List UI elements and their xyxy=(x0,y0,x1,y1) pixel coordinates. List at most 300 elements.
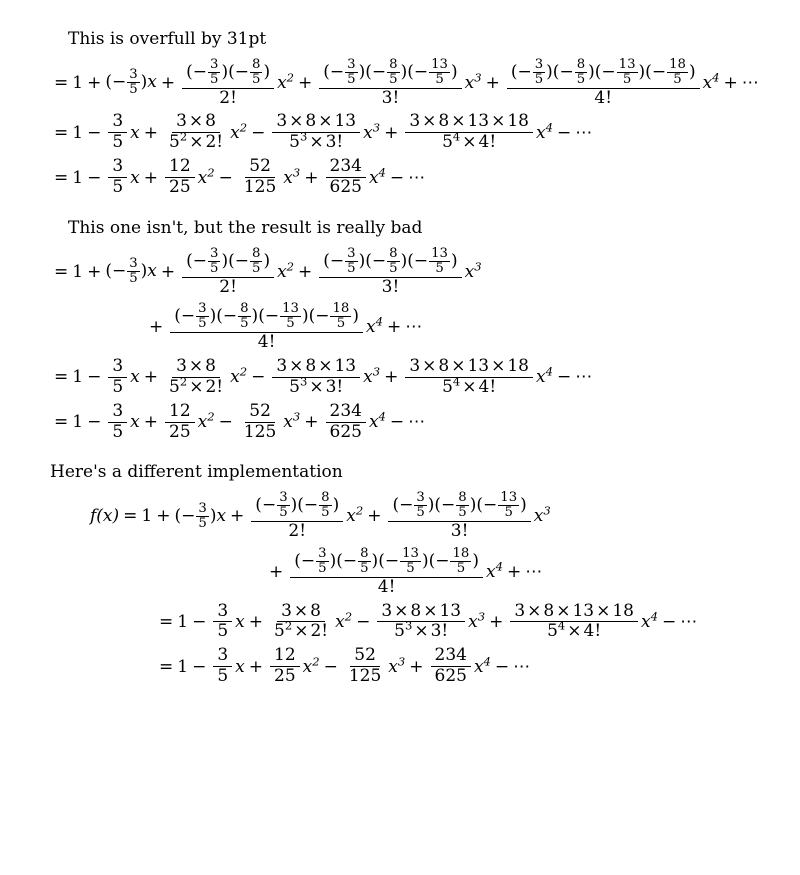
times-sign: × xyxy=(462,376,477,397)
right-paren: ) xyxy=(352,306,359,327)
fraction-3-5: $\frac{3}{5}$ xyxy=(213,603,232,642)
fraction-3-5: $\frac{3}{5}$ xyxy=(279,490,288,521)
right-paren: ) xyxy=(588,61,595,82)
minus-sign: − xyxy=(441,495,456,516)
fraction-term-3 xyxy=(319,247,461,297)
plus-sign: + xyxy=(248,611,263,632)
right-paren: ) xyxy=(263,250,271,271)
plus-sign: + xyxy=(723,72,738,93)
fraction-18-5: $\frac{18}{5}$ xyxy=(452,545,470,576)
left-paren: ( xyxy=(174,505,182,526)
fraction-8-5: $\frac{8}{5}$ xyxy=(389,245,398,276)
fraction-3-5: $\frac{3}{5}$ xyxy=(108,358,127,397)
left-paren: ( xyxy=(308,306,316,327)
plus-sign: + xyxy=(489,611,504,632)
equals-sign: = xyxy=(54,122,69,143)
variable-x-squared: $x^2$ xyxy=(346,503,364,527)
ellipsis: ⋯ xyxy=(405,317,424,338)
fraction-13-5: $\frac{13}{5}$ xyxy=(500,490,518,521)
left-paren: ( xyxy=(434,495,442,516)
fraction-term-2: $\frac{3 \times 8}{5^2 \times 2!}$ xyxy=(274,600,329,642)
right-paren: ) xyxy=(332,495,340,516)
number-one: 1 xyxy=(72,412,84,433)
number-one: 1 xyxy=(177,611,189,632)
minus-sign: − xyxy=(180,306,196,327)
variable-x-fourth: $x^4$ xyxy=(641,609,658,632)
minus-sign: − xyxy=(601,61,616,82)
fraction-3-5: $\frac{3}{5}$ xyxy=(129,256,138,286)
fraction-3-5: $\frac{3}{5}$ xyxy=(198,500,207,531)
variable-x-cubed: $x^3$ xyxy=(363,364,381,388)
variable-x-fourth: $x^4$ xyxy=(368,409,386,433)
variable-x-cubed: $x^3$ xyxy=(464,69,482,93)
minus-sign: − xyxy=(192,250,208,271)
fraction-term-4: $\frac{3 \times 8 \times 13 \times 18}{5^4 \times 4!}$ xyxy=(405,113,533,152)
plus-sign: + xyxy=(87,72,102,93)
left-paren: ( xyxy=(228,61,235,82)
minus-sign: − xyxy=(435,550,450,571)
fraction-18-5: $\frac{18}{5}$ xyxy=(332,301,350,332)
number-one: 1 xyxy=(177,656,189,677)
variable-x-cubed: $x^3$ xyxy=(283,409,301,433)
right-paren: ) xyxy=(358,250,366,271)
minus-sign: − xyxy=(517,61,532,82)
times-sign: × xyxy=(596,600,611,621)
variable-x-cubed: $x^3$ xyxy=(283,164,301,188)
fraction-3-5: $\frac{3}{5}$ xyxy=(108,403,127,442)
left-paren: ( xyxy=(407,61,414,82)
variable-x: x xyxy=(130,367,140,388)
variable-x-fourth: $x^4$ xyxy=(473,653,491,677)
right-paren: ) xyxy=(301,306,309,327)
fraction-13-5: $\frac{13}{5}$ xyxy=(282,301,299,332)
left-paren: ( xyxy=(216,306,223,327)
minus-sign: − xyxy=(556,367,572,388)
variable-x-fourth: $x^4$ xyxy=(368,164,386,188)
factorial-4: 4! xyxy=(377,576,396,597)
variable-x: x xyxy=(130,412,140,433)
number-one: 1 xyxy=(72,72,84,93)
minus-sign: − xyxy=(323,656,338,677)
variable-x: x xyxy=(130,122,140,143)
fraction-term-4: $\frac{3 \times 8 \times 13 \times 18}{5^4 \times 4!}$ xyxy=(405,358,533,397)
equation-line-1a xyxy=(50,58,780,108)
fraction-term-3 xyxy=(388,491,530,541)
fraction-12-25: $\frac{12}{25}$ xyxy=(270,647,300,686)
variable-x-squared: $x^2$ xyxy=(277,69,295,93)
fraction-3-5: $\frac{3}{5}$ xyxy=(210,56,219,87)
plus-sign: + xyxy=(87,261,102,282)
equals-sign: = xyxy=(54,367,69,388)
left-paren: ( xyxy=(510,61,518,82)
plus-sign: + xyxy=(149,317,164,338)
fraction-13-5: $\frac{13}{5}$ xyxy=(431,56,448,87)
fraction-52-125: $\frac{52}{125}$ xyxy=(348,645,382,687)
minus-sign: − xyxy=(315,306,330,327)
minus-sign: − xyxy=(329,61,345,82)
left-paren: ( xyxy=(186,250,193,271)
equation-line-3a xyxy=(50,491,780,541)
paren-group xyxy=(105,257,157,286)
equals-sign: = xyxy=(123,506,138,527)
times-sign: × xyxy=(189,132,204,153)
equation-line-3d xyxy=(50,647,780,686)
equals-sign: = xyxy=(54,72,69,93)
times-sign: × xyxy=(289,111,304,132)
minus-sign: − xyxy=(222,306,238,327)
fraction-8-5: $\frac{8}{5}$ xyxy=(576,56,586,87)
times-sign: × xyxy=(318,356,333,377)
number-one: 1 xyxy=(141,506,153,527)
plus-sign: + xyxy=(269,561,284,582)
fraction-12-25: $\frac{12}{25}$ xyxy=(165,403,195,442)
right-paren: ) xyxy=(358,61,366,82)
left-paren: ( xyxy=(105,72,112,93)
right-paren: ) xyxy=(221,61,229,82)
left-paren: ( xyxy=(294,550,301,571)
times-sign: × xyxy=(289,356,304,377)
equation-line-1b xyxy=(50,113,780,152)
fraction-3-5: $\frac{3}{5}$ xyxy=(318,545,327,576)
variable-x-fourth: $x^4$ xyxy=(702,69,720,93)
left-paren: ( xyxy=(323,250,330,271)
plus-sign: + xyxy=(506,561,522,582)
plus-sign: + xyxy=(384,367,399,388)
number-one: 1 xyxy=(72,367,84,388)
minus-sign: − xyxy=(556,122,572,143)
left-paren: ( xyxy=(297,495,304,516)
number-one: 1 xyxy=(72,122,84,143)
ellipsis: ⋯ xyxy=(525,561,544,582)
times-sign: × xyxy=(188,356,204,377)
fraction-234-625: $\frac{234}{625}$ xyxy=(431,647,471,686)
times-sign: × xyxy=(309,132,324,153)
variable-x-fourth: $x^4$ xyxy=(536,120,553,143)
fraction-8-5: $\frac{8}{5}$ xyxy=(240,301,249,332)
fraction-term-3 xyxy=(319,58,461,108)
minus-sign: − xyxy=(218,167,233,188)
variable-x: x xyxy=(235,656,245,677)
right-paren: ) xyxy=(450,61,458,82)
fraction-term-4: $\frac{3 \times 8 \times 13 \times 18}{5^4 \times 4!}$ xyxy=(510,603,638,642)
fraction-13-5: $\frac{13}{5}$ xyxy=(618,56,636,87)
minus-sign: − xyxy=(371,61,387,82)
fraction-8-5: $\frac{8}{5}$ xyxy=(360,545,369,576)
right-paren: ) xyxy=(251,306,259,327)
times-sign: × xyxy=(491,111,506,132)
ellipsis: ⋯ xyxy=(741,72,760,93)
minus-sign: − xyxy=(356,611,371,632)
fraction-3-5: $\frac{3}{5}$ xyxy=(347,245,356,276)
minus-sign: − xyxy=(251,122,266,143)
left-paren: ( xyxy=(228,250,235,271)
variable-x-fourth: $x^4$ xyxy=(486,559,503,582)
variable-x-squared: $x^2$ xyxy=(230,120,248,143)
fraction-3-5: $\frac{3}{5}$ xyxy=(210,245,219,276)
paragraph-overfull: This is overfull by 31pt xyxy=(68,29,267,49)
times-sign: × xyxy=(318,111,333,132)
equation-line-3b xyxy=(50,547,780,597)
minus-sign: − xyxy=(389,412,405,433)
right-paren: ) xyxy=(520,495,527,516)
plus-sign: + xyxy=(160,261,176,282)
minus-sign: − xyxy=(218,412,233,433)
equation-line-2a xyxy=(50,247,780,297)
fraction-term-2: $\frac{3 \times 8}{5^2 \times 2!}$ xyxy=(169,356,224,397)
minus-sign: − xyxy=(559,61,574,82)
left-paren: ( xyxy=(552,61,560,82)
variable-x: x xyxy=(147,261,157,281)
plus-sign: + xyxy=(367,506,382,527)
plus-sign: + xyxy=(143,412,158,433)
factorial-2: 2! xyxy=(288,521,307,542)
minus-sign: − xyxy=(87,367,102,388)
times-sign: × xyxy=(451,111,466,132)
ellipsis: ⋯ xyxy=(513,656,532,677)
variable-x-cubed: $x^3$ xyxy=(533,503,551,527)
paren-group xyxy=(105,68,157,97)
variable-x-cubed: $x^3$ xyxy=(464,258,482,282)
times-sign: × xyxy=(556,600,571,621)
minus-sign: − xyxy=(181,505,196,526)
equals-sign: = xyxy=(54,261,69,282)
equals-sign: = xyxy=(54,412,69,433)
times-sign: × xyxy=(189,376,204,397)
minus-sign: − xyxy=(651,61,667,82)
plus-sign: + xyxy=(304,412,319,433)
left-paren: ( xyxy=(323,61,330,82)
ellipsis: ⋯ xyxy=(408,167,427,188)
fraction-term-4 xyxy=(170,302,363,352)
plus-sign: + xyxy=(143,167,158,188)
fraction-8-5: $\frac{8}{5}$ xyxy=(321,490,330,521)
left-paren: ( xyxy=(428,550,436,571)
minus-sign: − xyxy=(87,412,102,433)
variable-x: x xyxy=(216,505,227,526)
fraction-3-5: $\frac{3}{5}$ xyxy=(108,158,127,197)
times-sign: × xyxy=(188,111,204,132)
variable-x-squared: $x^2$ xyxy=(197,409,215,433)
fraction-term-2 xyxy=(182,247,274,297)
times-sign: × xyxy=(414,621,429,642)
minus-sign: − xyxy=(399,495,414,516)
variable-x-squared: $x^2$ xyxy=(335,609,353,632)
fraction-3-5: $\frac{3}{5}$ xyxy=(416,490,425,521)
equals-sign: = xyxy=(159,611,174,632)
left-paren: ( xyxy=(365,250,372,271)
factorial-3: 3! xyxy=(450,521,469,542)
plus-sign: + xyxy=(156,506,171,527)
minus-sign: − xyxy=(413,250,429,271)
factorial-3: 3! xyxy=(381,87,400,108)
fraction-52-125: $\frac{52}{125}$ xyxy=(243,156,277,198)
left-paren: ( xyxy=(645,61,652,82)
minus-sign: − xyxy=(111,72,127,93)
right-paren: ) xyxy=(209,505,217,526)
variable-x-squared: $x^2$ xyxy=(277,258,295,282)
fraction-term-3: $\frac{3 \times 8 \times 13}{5^3 \times 3!}$ xyxy=(377,603,465,642)
variable-x-cubed: $x^3$ xyxy=(388,653,406,677)
paren-group xyxy=(174,502,226,531)
ellipsis: ⋯ xyxy=(680,611,699,632)
plus-sign: + xyxy=(384,122,399,143)
minus-sign: − xyxy=(300,550,316,571)
fraction-term-4 xyxy=(507,58,700,108)
equation-line-2b xyxy=(50,302,780,352)
right-paren: ) xyxy=(546,61,553,82)
times-sign: × xyxy=(423,600,438,621)
left-paren: ( xyxy=(186,61,193,82)
variable-x-squared: $x^2$ xyxy=(197,164,215,188)
fraction-8-5: $\frac{8}{5}$ xyxy=(458,490,467,521)
plus-sign: + xyxy=(143,367,158,388)
plus-sign: + xyxy=(304,167,319,188)
right-paren: ) xyxy=(400,61,408,82)
minus-sign: − xyxy=(483,495,498,516)
number-one: 1 xyxy=(72,167,84,188)
right-paren: ) xyxy=(688,61,696,82)
fraction-term-2 xyxy=(251,491,343,541)
times-sign: × xyxy=(491,356,506,377)
fraction-8-5: $\frac{8}{5}$ xyxy=(252,56,261,87)
fraction-term-4 xyxy=(290,547,483,597)
right-paren: ) xyxy=(450,250,458,271)
fraction-3-5: $\frac{3}{5}$ xyxy=(108,113,127,152)
right-paren: ) xyxy=(421,550,429,571)
left-paren: ( xyxy=(258,306,265,327)
fraction-term-3: $\frac{3 \times 8 \times 13}{5^3 \times 3!}$ xyxy=(272,358,360,397)
left-paren: ( xyxy=(378,550,385,571)
fraction-234-625: $\frac{234}{625}$ xyxy=(326,158,366,197)
plus-sign: + xyxy=(298,261,313,282)
right-paren: ) xyxy=(469,495,477,516)
fraction-8-5: $\frac{8}{5}$ xyxy=(389,56,398,87)
equation-line-2c xyxy=(50,358,780,397)
fraction-3-5: $\frac{3}{5}$ xyxy=(129,67,138,98)
plus-sign: + xyxy=(298,72,313,93)
minus-sign: − xyxy=(329,250,345,271)
equation-line-1c xyxy=(50,158,780,197)
minus-sign: − xyxy=(192,61,208,82)
variable-x-cubed: $x^3$ xyxy=(363,120,381,143)
right-paren: ) xyxy=(140,261,148,281)
variable-x-squared: $x^2$ xyxy=(230,364,248,388)
factorial-2: 2! xyxy=(219,276,237,297)
plus-sign: + xyxy=(248,656,263,677)
minus-sign: − xyxy=(87,167,102,188)
factorial-2: 2! xyxy=(219,87,237,108)
right-paren: ) xyxy=(209,306,217,327)
plus-sign: + xyxy=(409,656,424,677)
right-paren: ) xyxy=(427,495,435,516)
minus-sign: − xyxy=(264,306,280,327)
function-fx: f(x) xyxy=(90,506,120,527)
minus-sign: − xyxy=(661,611,677,632)
ellipsis: ⋯ xyxy=(575,122,594,143)
times-sign: × xyxy=(293,600,309,621)
plus-sign: + xyxy=(143,122,158,143)
minus-sign: − xyxy=(234,250,249,271)
left-paren: ( xyxy=(365,61,372,82)
left-paren: ( xyxy=(407,250,414,271)
fraction-term-3: $\frac{3 \times 8 \times 13}{5^3 \times 3!}$ xyxy=(272,113,360,152)
factorial-4: 4! xyxy=(594,87,613,108)
ellipsis: ⋯ xyxy=(575,367,594,388)
left-paren: ( xyxy=(392,495,400,516)
factorial-3: 3! xyxy=(381,276,400,297)
plus-sign: + xyxy=(485,72,500,93)
ellipsis: ⋯ xyxy=(408,412,427,433)
right-paren: ) xyxy=(290,495,298,516)
equals-sign: = xyxy=(159,656,174,677)
minus-sign: − xyxy=(413,61,429,82)
variable-x: x xyxy=(147,72,157,93)
left-paren: ( xyxy=(476,495,484,516)
variable-x-fourth: $x^4$ xyxy=(536,364,553,388)
left-paren: ( xyxy=(174,306,181,327)
times-sign: × xyxy=(294,621,309,642)
fraction-3-5: $\frac{3}{5}$ xyxy=(534,56,544,87)
left-paren: ( xyxy=(105,261,112,281)
fraction-term-2 xyxy=(182,58,274,108)
fraction-234-625: $\frac{234}{625}$ xyxy=(326,403,366,442)
variable-x-fourth: $x^4$ xyxy=(366,314,383,338)
right-paren: ) xyxy=(263,61,271,82)
left-paren: ( xyxy=(594,61,602,82)
fraction-3-5: $\frac{3}{5}$ xyxy=(213,647,232,686)
fraction-12-25: $\frac{12}{25}$ xyxy=(165,158,195,197)
times-sign: × xyxy=(394,600,409,621)
times-sign: × xyxy=(567,621,582,642)
left-paren: ( xyxy=(336,550,343,571)
factorial-4: 4! xyxy=(257,332,276,353)
right-paren: ) xyxy=(221,250,229,271)
minus-sign: − xyxy=(389,167,405,188)
times-sign: × xyxy=(309,376,324,397)
equation-line-3c xyxy=(50,600,780,642)
right-paren: ) xyxy=(472,550,479,571)
minus-sign: − xyxy=(261,495,277,516)
times-sign: × xyxy=(422,111,437,132)
variable-x-cubed: $x^3$ xyxy=(468,609,486,632)
variable-x: x xyxy=(130,167,140,188)
minus-sign: − xyxy=(494,656,510,677)
fraction-18-5: $\frac{18}{5}$ xyxy=(669,56,686,87)
minus-sign: − xyxy=(234,61,249,82)
times-sign: × xyxy=(527,600,542,621)
minus-sign: − xyxy=(371,250,387,271)
minus-sign: − xyxy=(111,261,127,281)
minus-sign: − xyxy=(342,550,358,571)
fraction-52-125: $\frac{52}{125}$ xyxy=(243,400,277,442)
fraction-term-2: $\frac{3 \times 8}{5^2 \times 2!}$ xyxy=(169,111,224,153)
number-one: 1 xyxy=(72,261,84,282)
minus-sign: − xyxy=(251,367,266,388)
right-paren: ) xyxy=(371,550,379,571)
right-paren: ) xyxy=(140,72,148,93)
times-sign: × xyxy=(462,132,477,153)
fraction-13-5: $\frac{13}{5}$ xyxy=(402,545,419,576)
times-sign: × xyxy=(451,356,466,377)
paragraph-not-overfull: This one isn't, but the result is really bad xyxy=(68,217,423,238)
minus-sign: − xyxy=(384,550,400,571)
times-sign: × xyxy=(422,356,437,377)
right-paren: ) xyxy=(400,250,408,271)
minus-sign: − xyxy=(192,656,207,677)
plus-sign: + xyxy=(230,506,245,527)
right-paren: ) xyxy=(329,550,337,571)
left-paren: ( xyxy=(255,495,262,516)
